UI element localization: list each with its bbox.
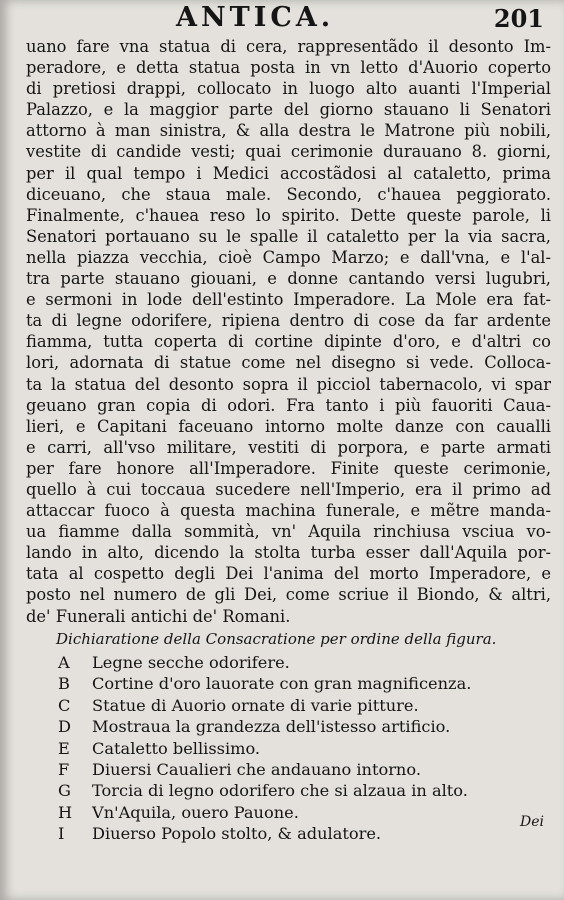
legend-text: Cataletto bellissimo. — [92, 738, 261, 758]
legend-letter: E — [58, 738, 70, 758]
text-line: e sermoni in lode dell'estinto Imperadore. La Mole era fat- — [26, 290, 551, 310]
catchword: Dei — [520, 814, 544, 830]
legend-title: Dichiaratione della Consacratione per ordine della figura. — [56, 630, 497, 648]
text-line: attorno à man sinistra, & alla destra le Matrone più nobili, — [26, 121, 551, 141]
legend-item — [58, 652, 538, 673]
legend-item — [58, 759, 538, 780]
text-line: di pretiosi drappi, collocato in luogo alto auanti l'Imperial — [26, 79, 551, 99]
text-line: Palazzo, e la maggior parte del giorno stauano li Senatori — [26, 100, 551, 120]
text-line: diceuano, che staua male. Secondo, c'hauea peggiorato. — [26, 184, 551, 204]
text-line: lando in alto, dicendo la stolta turba esser dall'Aquila por- — [26, 543, 551, 563]
text-line: vestite di candide vesti; quai cerimonie durauano 8. giorni, — [26, 142, 551, 162]
text-line: posto nel numero de gli Dei, come scriue il Biondo, & altri, — [26, 585, 551, 605]
text-line: Senatori portauano su le spalle il cataletto per la via sacra, — [26, 226, 551, 246]
text-line: de' Funerali antichi de' Romani. — [26, 606, 291, 626]
legend-text: Diuersi Caualieri che andauano intorno. — [92, 759, 421, 779]
legend-letter: A — [58, 653, 70, 672]
text-line: lieri, e Capitani faceuano intorno molte danze con caualli — [26, 416, 551, 436]
text-line: tra parte stauano giouani, e donne cantando versi lugubri, — [26, 269, 551, 289]
legend-letter: B — [58, 674, 70, 694]
legend-text: Mostraua la grandezza dell'istesso artificio. — [92, 717, 451, 737]
legend-text: Vn'Aquila, ouero Pauone. — [92, 802, 299, 822]
legend-letter: F — [58, 759, 70, 779]
legend-letter: H — [58, 802, 73, 822]
legend-letter: D — [58, 717, 71, 737]
text-line: nella piazza vecchia, cioè Campo Marzo; e dall'vna, e l'al- — [26, 247, 551, 267]
body-text — [26, 36, 551, 627]
legend-letter: C — [58, 695, 71, 715]
legend-item — [58, 695, 538, 716]
text-line: fiamma, tutta coperta di cortine dipinte d'oro, e d'altri co — [26, 332, 551, 352]
text-line: ta di legne odorifere, ripiena dentro di cose da far ardente — [26, 311, 551, 331]
legend-text: Legne secche odorifere. — [92, 653, 290, 672]
legend-text: Cortine d'oro lauorate con gran magnificenza. — [92, 674, 472, 694]
page-header — [0, 2, 564, 36]
legend-item — [58, 823, 538, 844]
text-line: quello à cui toccaua sucedere nell'Imperio, era il primo ad — [26, 479, 551, 499]
legend-item — [58, 780, 538, 801]
legend-item — [58, 802, 538, 823]
running-title: ANTICA. — [176, 2, 335, 33]
text-line: per fare honore all'Imperadore. Finite queste cerimonie, — [26, 458, 551, 478]
legend-text: Torcia di legno odorifero che si alzaua in alto. — [92, 781, 468, 801]
text-line: geuano gran copia di odori. Fra tanto i più fauoriti Caua- — [26, 395, 551, 415]
text-line: per il qual tempo i Medici accostãdosi al cataletto, prima — [26, 163, 551, 183]
legend-text: Diuerso Popolo stolto, & adulatore. — [92, 824, 382, 844]
legend-item — [58, 673, 538, 694]
text-line: Finalmente, c'hauea reso lo spirito. Dette queste parole, li — [26, 205, 551, 225]
text-line: peradore, e detta statua posta in vn letto d'Auorio coperto — [26, 58, 551, 78]
text-line: tata al cospetto degli Dei l'anima del morto Imperadore, e — [26, 564, 551, 584]
legend-text: Statue di Auorio ornate di varie pitture. — [92, 695, 419, 715]
text-line: ua fiamme dalla sommità, vn' Aquila rinchiusa vsciua vo- — [26, 522, 551, 542]
text-line: ta la statua del desonto sopra il picciol tabernacolo, vi spar — [26, 374, 551, 394]
text-line: uano fare vna statua di cera, rappresentãdo il desonto Im- — [26, 37, 551, 56]
legend-letter: G — [58, 781, 71, 801]
legend-letter: I — [58, 824, 65, 844]
legend-item — [58, 716, 538, 737]
text-line: e carri, all'vso militare, vestiti di porpora, e parte armati — [26, 437, 551, 457]
legend-item — [58, 738, 538, 759]
text-line: lori, adornata di statue come nel disegno si vede. Colloca- — [26, 353, 551, 373]
text-line: attaccar fuoco à questa machina funerale, e mẽtre manda- — [26, 501, 551, 521]
page-number: 201 — [493, 4, 544, 33]
figure-legend — [58, 652, 538, 845]
